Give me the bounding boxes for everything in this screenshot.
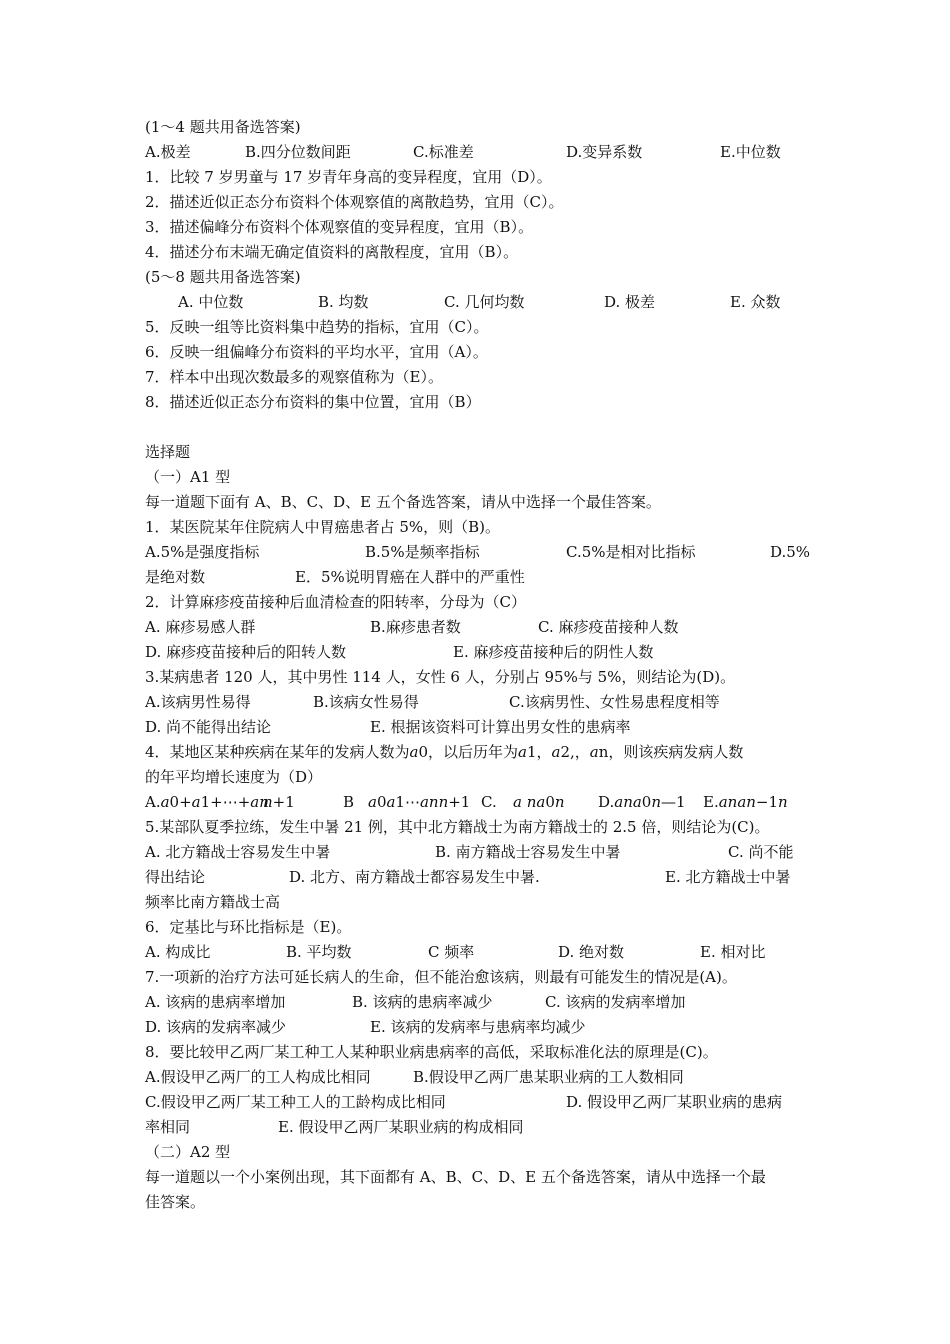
text-segment: 4．某地区某种疾病在某年的发病人数为𝑎0，以后历年为𝑎1，𝑎2,，𝑎n，则该疾病发病人数: [145, 743, 744, 761]
text-segment: C.: [481, 793, 497, 811]
text-segment: E. 众数: [730, 293, 781, 311]
text-segment: 5.某部队夏季拉练，发生中暑 21 例，其中北方籍战士为南方籍战士的 2.5 倍，则结论为(C)。: [145, 818, 770, 836]
text-segment: E. 假设甲乙两厂某职业病的构成相同: [278, 1118, 524, 1136]
text-segment: E.𝑎𝑛𝑎𝑛−1𝑛: [703, 793, 788, 811]
text-segment: C.5%是相对比指标: [566, 543, 696, 561]
text-segment: D. 极差: [604, 293, 656, 311]
text-segment: 4．描述分布末端无确定值资料的离散程度，宜用（B）。: [145, 243, 519, 261]
text-segment: 8．描述近似正态分布资料的集中位置，宜用（B）: [145, 393, 481, 411]
text-segment: E. 麻疹疫苗接种后的阴性人数: [453, 643, 654, 661]
text-segment: 5．反映一组等比资料集中趋势的指标，宜用（C）。: [145, 318, 489, 336]
text-segment: C. 几何均数: [444, 293, 525, 311]
text-segment: 6．定基比与环比指标是（E)。: [145, 918, 352, 936]
text-segment: 𝑛+1: [263, 793, 295, 811]
text-segment: D. 假设甲乙两厂某职业病的患病: [566, 1093, 783, 1111]
text-segment: A.该病男性易得: [145, 693, 251, 711]
text-segment: B. 南方籍战士容易发生中暑: [435, 843, 621, 861]
text-segment: 1．某医院某年住院病人中胃癌患者占 5%，则（B)。: [145, 518, 500, 536]
text-segment: 得出结论: [145, 868, 206, 886]
text-segment: C. 麻疹疫苗接种人数: [538, 618, 679, 636]
text-segment: A.5%是强度指标: [145, 543, 260, 561]
text-segment: E. 相对比: [700, 943, 766, 961]
text-segment: D.变异系数: [566, 143, 643, 161]
text-segment: 𝑎0𝑎1⋯𝑎𝑛𝑛+1: [368, 793, 471, 811]
text-segment: A. 北方籍战士容易发生中暑: [145, 843, 331, 861]
text-segment: 2．描述近似正态分布资料个体观察值的离散趋势，宜用（C）。: [145, 193, 564, 211]
text-segment: B. 均数: [318, 293, 369, 311]
text-segment: E．5%说明胃癌在人群中的严重性: [295, 568, 525, 586]
text-segment: D. 尚不能得出结论: [145, 718, 272, 736]
text-segment: (1～4 题共用备选答案): [145, 118, 301, 136]
text-segment: E. 根据该资料可计算出男女性的患病率: [370, 718, 631, 736]
text-segment: A.𝑎0+𝑎1+⋯+𝑎𝑛: [145, 793, 269, 811]
text-segment: B.四分位数间距: [245, 143, 351, 161]
text-segment: 3.某病患者 120 人，其中男性 114 人，女性 6 人，分别占 95%与 5%，则结论为(D)。: [145, 668, 736, 686]
text-segment: B.假设甲乙两厂患某职业病的工人数相同: [413, 1068, 684, 1086]
text-segment: C.假设甲乙两厂某工种工人的工龄构成比相同: [145, 1093, 446, 1111]
text-segment: B.麻疹患者数: [370, 618, 461, 636]
text-segment: A. 中位数: [178, 293, 244, 311]
text-segment: B: [343, 793, 355, 811]
text-segment: C 频率: [428, 943, 475, 961]
text-segment: B.该病女性易得: [313, 693, 419, 711]
text-segment: E. 该病的发病率与患病率均减少: [370, 1018, 586, 1036]
text-segment: 7．样本中出现次数最多的观察值称为（E）。: [145, 368, 443, 386]
text-segment: 的年平均增长速度为（D）: [145, 768, 323, 786]
text-segment: D. 该病的发病率减少: [145, 1018, 287, 1036]
text-segment: A.假设甲乙两厂的工人构成比相同: [145, 1068, 371, 1086]
text-segment: 𝑎 𝑛𝑎0𝑛: [513, 793, 565, 811]
text-segment: 每一道题以一个小案例出现，其下面都有 A、B、C、D、E 五个备选答案，请从中选择一个最: [145, 1168, 766, 1186]
text-segment: A. 构成比: [145, 943, 211, 961]
text-segment: 率相同: [145, 1118, 191, 1136]
text-segment: C. 该病的发病率增加: [545, 993, 686, 1011]
text-segment: D.5%: [770, 543, 811, 561]
text-segment: 佳答案。: [145, 1193, 206, 1211]
text-segment: （一）A1 型: [145, 468, 231, 486]
text-segment: 7.一项新的治疗方法可延长病人的生命，但不能治愈该病，则最有可能发生的情况是(A)。: [145, 968, 737, 986]
text-segment: D. 绝对数: [558, 943, 625, 961]
text-segment: B. 平均数: [286, 943, 352, 961]
text-segment: C.该病男性、女性易患程度相等: [509, 693, 720, 711]
text-segment: 是绝对数: [145, 568, 206, 586]
text-segment: D. 北方、南方籍战士都容易发生中暑.: [289, 868, 540, 886]
text-segment: 2．计算麻疹疫苗接种后血清检查的阳转率，分母为（C）: [145, 593, 527, 611]
text-segment: 每一道题下面有 A、B、C、D、E 五个备选答案，请从中选择一个最佳答案。: [145, 493, 661, 511]
text-segment: 6．反映一组偏峰分布资料的平均水平，宜用（A）。: [145, 343, 488, 361]
text-segment: E. 北方籍战士中暑: [665, 868, 791, 886]
text-segment: A.极差: [145, 143, 191, 161]
text-segment: A. 该病的患病率增加: [145, 993, 286, 1011]
text-segment: B.5%是频率指标: [365, 543, 480, 561]
text-segment: B. 该病的患病率减少: [352, 993, 493, 1011]
text-segment: （二）A2 型: [145, 1143, 231, 1161]
text-segment: C. 尚不能: [728, 843, 794, 861]
text-segment: 8．要比较甲乙两厂某工种工人某种职业病患病率的高低，采取标准化法的原理是(C)。: [145, 1043, 718, 1061]
text-segment: 频率比南方籍战士高: [145, 893, 281, 911]
text-segment: A. 麻疹易感人群: [145, 618, 256, 636]
text-segment: C.标准差: [413, 143, 474, 161]
text-segment: D. 麻疹疫苗接种后的阳转人数: [145, 643, 347, 661]
text-segment: E.中位数: [720, 143, 781, 161]
text-segment: 选择题: [145, 443, 191, 461]
text-segment: D.𝑎𝑛𝑎0𝑛—1: [598, 793, 686, 811]
text-segment: 3．描述偏峰分布资料个体观察值的变异程度，宜用（B）。: [145, 218, 534, 236]
text-segment: 1．比较 7 岁男童与 17 岁青年身高的变异程度，宜用（D）。: [145, 168, 552, 186]
text-segment: (5～8 题共用备选答案): [145, 268, 301, 286]
